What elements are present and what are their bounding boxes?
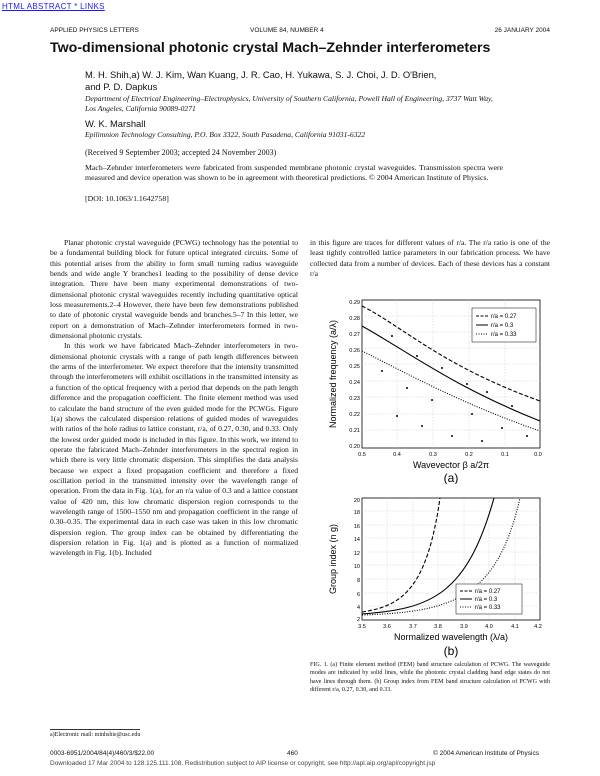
xtick-a: 0.5	[358, 452, 366, 458]
legend-a-item-3: r/a = 0.33	[491, 332, 517, 338]
xtick-a: 0.3	[429, 452, 437, 458]
xtick-b: 4.0	[485, 624, 493, 630]
ytick-b: 6	[356, 592, 360, 598]
xtick-a: 0.4	[393, 452, 401, 458]
journal-name: APPLIED PHYSICS LETTERS	[50, 27, 139, 34]
authors-line-2: and P. D. Dapkus	[85, 81, 158, 92]
affiliation-1: Department of Electrical Engineering–Electrophysics, University of Southern California, Powell Hall of Engineering, 3737 Watt Way, Los Angeles, California 90089-0271	[85, 94, 493, 113]
ytick-a: 0.22	[349, 412, 360, 418]
figure-1b	[322, 494, 550, 658]
xtick-b: 3.5	[358, 624, 366, 630]
ytick-b: 18	[353, 510, 360, 516]
affiliation-2: Epilimnion Technology Consulting, P.O. Box 3322, South Pasadena, California 91031-6322	[85, 130, 366, 139]
ytick-a: 0.28	[349, 316, 360, 322]
download-notice: Downloaded 17 Mar 2004 to 128.125.111.108. Redistribution subject to AIP license or copyright, see http://apl.aip.org/apl/copyright.jsp	[50, 760, 436, 767]
legend-b-item-2: r/a = 0.3	[475, 597, 498, 603]
ytick-b: 20	[353, 498, 360, 504]
ytick-b: 2	[356, 617, 360, 623]
volume-number: VOLUME 84, NUMBER 4	[250, 27, 324, 34]
ytick-a: 0.20	[349, 444, 360, 450]
ytick-b: 4	[356, 605, 360, 611]
xtick-b: 3.7	[409, 624, 417, 630]
paragraph-2: In this work we have fabricated Mach–Zehnder interferometers in two-dimensional photonic crystals with a range of path length differences between the arms of the interferometer. We expect therefore that the intensity transmitted through the interferometers will exhibit oscillations in the transmitted intensity as a function of the optical frequency with a period that depends on the path length difference and the propagation coefficient. The finite element method was used to calculate the band structure of the even guided mode for the PCWGs. Figure 1(a) shows the calculated dispersion relations of guided modes of waveguides with ratios of the hole radius to lattice constant, r/a, of 0.27, 0.30, and 0.33. Only the lowest order guided mode is included in this figure. In this work, we intend to operate the fabricated Mach–Zehnder interferometers in the spectral region in which there is very little chromatic dispersion. This simplifies the data analysis because we expect a fixed propagation coefficient and therefore a fixed oscillation period in the transmitted intensity over the wavelength range of operation. From the data in Fig. 1(a), for an r/a value of 0.3 and a lattice constant value of 420 nm, this low chromatic dispersion region corresponds to the wavelength range of 1500–1550 nm and propagation coefficient in the range of 0.30–0.35. The experimental data in each case was taken in this low chromatic dispersion region. The group index can be obtained by differentiating the dispersion relation in Fig. 1(a) and is plotted as a function of normalized wavelength in Fig. 1(b). Included	[50, 341, 298, 558]
author-marshall: W. K. Marshall	[85, 118, 146, 129]
legend-b-item-1: r/a = 0.27	[475, 589, 501, 595]
xtick-b: 3.9	[460, 624, 468, 630]
xlabel-b: Normalized wavelength (λ/a)	[393, 632, 509, 642]
ytick-b: 14	[353, 537, 360, 543]
authors-line-1: M. H. Shih,a) W. J. Kim, Wan Kuang, J. R. Cao, H. Yukawa, S. J. Choi, J. D. O'Brien,	[85, 69, 437, 80]
ytick-b: 8	[356, 578, 360, 584]
html-abstract-links[interactable]: HTML ABSTRACT * LINKS	[2, 2, 105, 11]
paragraph-right: in this figure are traces for different values of r/a. The r/a ratio is one of the least tightly controlled lattice parameters in our fabrication process. We have collected data from a number of devices. Each of these devices has a constant r/a	[310, 238, 550, 279]
ytick-a: 0.29	[349, 300, 360, 306]
footer-copyright: © 2004 American Institute of Physics	[433, 750, 539, 757]
received-dates: (Received 9 September 2003; accepted 24 November 2003)	[85, 148, 277, 157]
legend-a-item-1: r/a = 0.27	[491, 314, 517, 320]
ytick-a: 0.23	[349, 396, 360, 402]
ytick-a: 0.25	[349, 364, 360, 370]
xlabel-a: Wavevector β a/2π	[412, 460, 490, 470]
left-column	[50, 238, 298, 559]
page-number: 460	[287, 750, 298, 757]
ytick-a: 0.26	[349, 348, 360, 354]
footer-issn: 0003-6951/2004/84(4)/460/3/$22.00	[50, 750, 155, 757]
xtick-a: 0.1	[501, 452, 509, 458]
legend-a-item-2: r/a = 0.3	[491, 323, 514, 329]
panel-label-a: (a)	[443, 471, 459, 484]
xtick-b: 3.6	[383, 624, 391, 630]
xtick-b: 4.1	[511, 624, 519, 630]
doi: [DOI: 10.1063/1.1642758]	[85, 194, 169, 203]
ytick-a: 0.21	[349, 428, 360, 434]
ylabel-b: Group index (n g)	[328, 523, 338, 595]
footnote-divider	[50, 729, 140, 730]
ytick-b: 12	[353, 551, 360, 557]
xtick-b: 4.2	[534, 624, 542, 630]
xtick-b: 3.8	[434, 624, 442, 630]
panel-label-b: (b)	[443, 644, 459, 658]
ytick-b: 16	[353, 524, 360, 530]
ytick-b: 10	[353, 564, 360, 570]
xtick-a: 0.0	[534, 452, 542, 458]
ytick-a: 0.24	[349, 380, 360, 386]
ylabel-a: Normalized frequency (a/λ)	[328, 319, 338, 429]
figure-caption: FIG. 1. (a) Finite element method (FEM) band structure calculation of PCWG. The waveguide modes are indicated by solid lines, while the photonic crystal cladding band edge states do not have lines through them. (b) Group index from FEM band structure calculation of PCWG with different r/a, 0.27, 0.30, and 0.33.	[310, 662, 550, 694]
paper-title: Two-dimensional photonic crystal Mach–Zehnder interferometers	[50, 40, 491, 56]
footnote: a)Electronic mail: minhshie@usc.edu	[50, 732, 141, 738]
abstract: Mach–Zehnder interferometers were fabricated from suspended membrane photonic crystal waveguides. Transmission spectra were measured and device operation was shown to be in agreement with theoretical predictions. © 2004 American Institute of Physics.	[85, 163, 503, 183]
ytick-a: 0.27	[349, 332, 360, 338]
figure-1a	[322, 296, 550, 484]
paragraph-1: Planar photonic crystal waveguide (PCWG) technology has the potential to be a fundamental building block for future optical integrated circuits. Some of this potential arises from the ability to form small turning radius waveguide bends and wide angle Y branches1 leading to the possibility of dense device integration. There have been many experimental demonstrations of two-dimensional photonic crystal waveguides recently including quantitative optical loss measurements.2–4 However, there have been few demonstrations published to date of photonic crystal waveguide bends and branches.5–7 In this letter, we report on a demonstration of Mach–Zehnder interferometers formed in two-dimensional photonic crystals.	[50, 238, 298, 341]
legend-b-item-3: r/a = 0.33	[475, 605, 501, 611]
issue-date: 26 JANUARY 2004	[494, 27, 550, 34]
right-column	[310, 238, 550, 279]
xtick-a: 0.2	[465, 452, 473, 458]
